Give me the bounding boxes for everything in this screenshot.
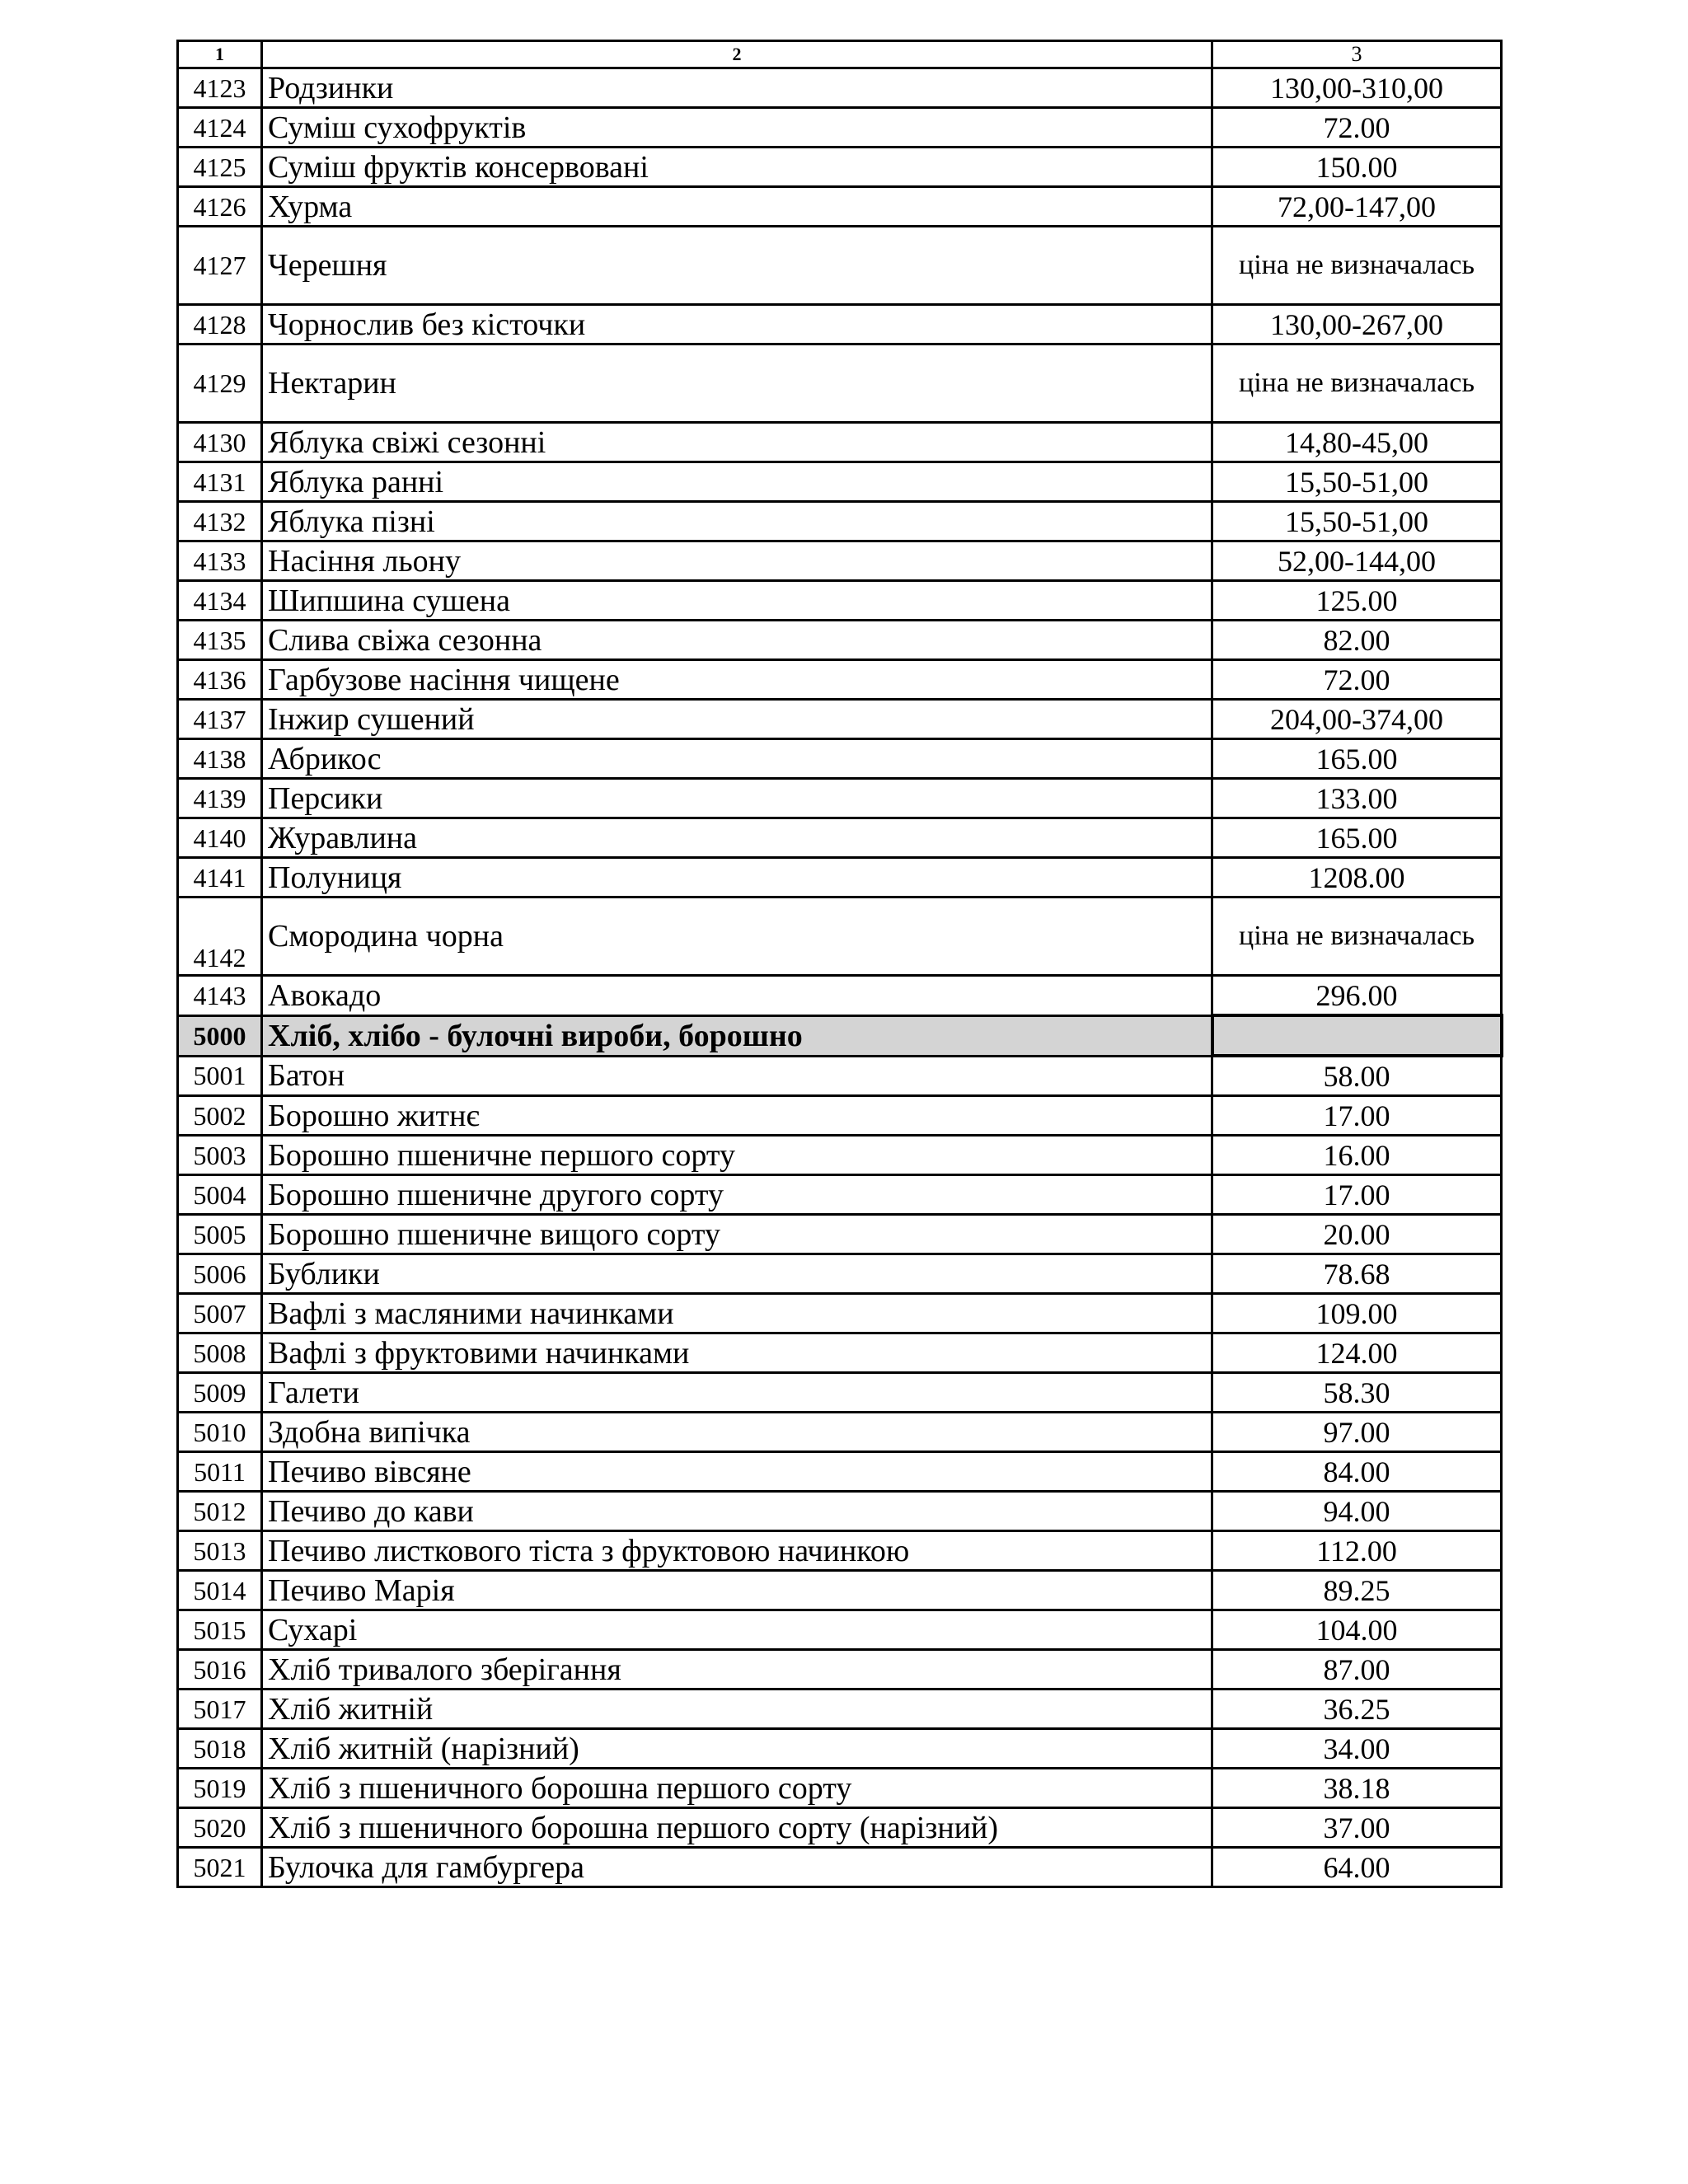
row-price: 97.00 xyxy=(1212,1413,1502,1452)
table-row xyxy=(178,1452,1502,1492)
row-price: 34.00 xyxy=(1212,1729,1502,1769)
section-header-row xyxy=(178,1015,1502,1056)
table-row xyxy=(178,1531,1502,1571)
table-row xyxy=(178,1373,1502,1413)
row-price: 58.30 xyxy=(1212,1373,1502,1413)
row-price: 38.18 xyxy=(1212,1769,1502,1808)
table-row xyxy=(178,1690,1502,1729)
row-code: 5017 xyxy=(178,1690,262,1729)
table-row xyxy=(178,818,1502,858)
table-row xyxy=(178,581,1502,621)
table-row xyxy=(178,1096,1502,1136)
row-code: 5020 xyxy=(178,1808,262,1848)
row-code: 5006 xyxy=(178,1254,262,1294)
row-code: 4136 xyxy=(178,660,262,700)
row-price: 109.00 xyxy=(1212,1294,1502,1333)
row-name: Борошно пшеничне першого сорту xyxy=(262,1136,1212,1175)
row-name: Насіння льону xyxy=(262,541,1212,581)
row-code: 4139 xyxy=(178,779,262,818)
row-name: Шипшина сушена xyxy=(262,581,1212,621)
row-price: 36.25 xyxy=(1212,1690,1502,1729)
row-code: 4138 xyxy=(178,739,262,779)
table-row xyxy=(178,1769,1502,1808)
row-code: 5005 xyxy=(178,1215,262,1254)
table-row xyxy=(178,700,1502,739)
row-name: Слива свіжа сезонна xyxy=(262,621,1212,660)
row-code: 4127 xyxy=(178,227,262,305)
row-price: 17.00 xyxy=(1212,1175,1502,1215)
row-name: Батон xyxy=(262,1056,1212,1096)
row-name: Чорнослив без кісточки xyxy=(262,305,1212,344)
table-row xyxy=(178,227,1502,305)
row-name: Хліб житній (нарізний) xyxy=(262,1729,1212,1769)
row-code: 4125 xyxy=(178,148,262,187)
row-code: 5021 xyxy=(178,1848,262,1887)
row-code: 5013 xyxy=(178,1531,262,1571)
row-price: 165.00 xyxy=(1212,739,1502,779)
row-name: Печиво Марія xyxy=(262,1571,1212,1610)
table-row xyxy=(178,976,1502,1016)
table-row xyxy=(178,305,1502,344)
row-price: 89.25 xyxy=(1212,1571,1502,1610)
section-price xyxy=(1212,1015,1502,1056)
table-row xyxy=(178,462,1502,502)
table-row xyxy=(178,1215,1502,1254)
row-price: 72,00-147,00 xyxy=(1212,187,1502,227)
row-code: 4132 xyxy=(178,502,262,541)
row-price: 130,00-267,00 xyxy=(1212,305,1502,344)
row-code: 5015 xyxy=(178,1610,262,1650)
table-row xyxy=(178,1294,1502,1333)
row-price: 15,50-51,00 xyxy=(1212,502,1502,541)
row-price: 94.00 xyxy=(1212,1492,1502,1531)
table-row xyxy=(178,1056,1502,1096)
row-code: 5001 xyxy=(178,1056,262,1096)
row-name: Хліб з пшеничного борошна першого сорту xyxy=(262,1769,1212,1808)
row-name: Хліб тривалого зберігання xyxy=(262,1650,1212,1690)
table-row xyxy=(178,108,1502,148)
header-col-2: 2 xyxy=(262,41,1212,68)
table-row xyxy=(178,423,1502,462)
table-row xyxy=(178,1848,1502,1887)
row-code: 5004 xyxy=(178,1175,262,1215)
row-name: Хурма xyxy=(262,187,1212,227)
row-name: Вафлі з фруктовими начинками xyxy=(262,1333,1212,1373)
row-name: Борошно пшеничне вищого сорту xyxy=(262,1215,1212,1254)
row-name: Галети xyxy=(262,1373,1212,1413)
row-name: Авокадо xyxy=(262,976,1212,1016)
row-code: 4128 xyxy=(178,305,262,344)
row-price: 58.00 xyxy=(1212,1056,1502,1096)
table-row xyxy=(178,1413,1502,1452)
table-row xyxy=(178,1571,1502,1610)
table-row xyxy=(178,739,1502,779)
row-price: 112.00 xyxy=(1212,1531,1502,1571)
table-row xyxy=(178,621,1502,660)
row-price: 165.00 xyxy=(1212,818,1502,858)
row-name: Журавлина xyxy=(262,818,1212,858)
row-price: 15,50-51,00 xyxy=(1212,462,1502,502)
row-name: Вафлі з масляними начинками xyxy=(262,1294,1212,1333)
row-price: 84.00 xyxy=(1212,1452,1502,1492)
row-price: 150.00 xyxy=(1212,148,1502,187)
row-price: 82.00 xyxy=(1212,621,1502,660)
row-code: 5010 xyxy=(178,1413,262,1452)
row-price: 78.68 xyxy=(1212,1254,1502,1294)
row-code: 5007 xyxy=(178,1294,262,1333)
row-name: Смородина чорна xyxy=(262,898,1212,976)
section-code: 5000 xyxy=(178,1015,262,1056)
row-code: 4123 xyxy=(178,68,262,108)
row-price: ціна не визначалась xyxy=(1212,227,1502,305)
row-price: 87.00 xyxy=(1212,1650,1502,1690)
row-price: 52,00-144,00 xyxy=(1212,541,1502,581)
table-row xyxy=(178,1175,1502,1215)
row-price: 14,80-45,00 xyxy=(1212,423,1502,462)
row-name: Бублики xyxy=(262,1254,1212,1294)
row-code: 4142 xyxy=(178,898,262,976)
row-code: 4137 xyxy=(178,700,262,739)
row-code: 4143 xyxy=(178,976,262,1016)
row-code: 4129 xyxy=(178,344,262,423)
table-row xyxy=(178,660,1502,700)
row-code: 4134 xyxy=(178,581,262,621)
row-name: Печиво листкового тіста з фруктовою начинкою xyxy=(262,1531,1212,1571)
row-code: 5011 xyxy=(178,1452,262,1492)
row-name: Булочка для гамбургера xyxy=(262,1848,1212,1887)
document-page xyxy=(176,40,1503,1888)
table-row xyxy=(178,779,1502,818)
table-row xyxy=(178,1254,1502,1294)
price-table xyxy=(176,40,1503,1888)
row-name: Суміш фруктів консервовані xyxy=(262,148,1212,187)
row-name: Печиво вівсяне xyxy=(262,1452,1212,1492)
row-price: 16.00 xyxy=(1212,1136,1502,1175)
row-code: 4141 xyxy=(178,858,262,898)
row-code: 5008 xyxy=(178,1333,262,1373)
row-code: 5002 xyxy=(178,1096,262,1136)
row-price: 104.00 xyxy=(1212,1610,1502,1650)
row-name: Печиво до кави xyxy=(262,1492,1212,1531)
row-name: Абрикос xyxy=(262,739,1212,779)
row-name: Хліб житній xyxy=(262,1690,1212,1729)
table-row xyxy=(178,1729,1502,1769)
table-row xyxy=(178,502,1502,541)
row-price: 296.00 xyxy=(1212,976,1502,1016)
row-name: Черешня xyxy=(262,227,1212,305)
table-row xyxy=(178,541,1502,581)
row-code: 5018 xyxy=(178,1729,262,1769)
row-name: Яблука пізні xyxy=(262,502,1212,541)
table-row xyxy=(178,858,1502,898)
row-price: ціна не визначалась xyxy=(1212,344,1502,423)
row-code: 5003 xyxy=(178,1136,262,1175)
row-name: Гарбузове насіння чищене xyxy=(262,660,1212,700)
row-name: Персики xyxy=(262,779,1212,818)
row-price: 72.00 xyxy=(1212,108,1502,148)
row-code: 4140 xyxy=(178,818,262,858)
row-code: 4135 xyxy=(178,621,262,660)
row-price: 130,00-310,00 xyxy=(1212,68,1502,108)
row-name: Хліб з пшеничного борошна першого сорту (нарізний) xyxy=(262,1808,1212,1848)
header-col-1: 1 xyxy=(178,41,262,68)
row-price: 204,00-374,00 xyxy=(1212,700,1502,739)
table-row xyxy=(178,148,1502,187)
table-row xyxy=(178,1333,1502,1373)
row-price: 1208.00 xyxy=(1212,858,1502,898)
table-row xyxy=(178,1492,1502,1531)
row-name: Яблука ранні xyxy=(262,462,1212,502)
header-col-3: 3 xyxy=(1212,41,1502,68)
row-code: 4133 xyxy=(178,541,262,581)
row-code: 5019 xyxy=(178,1769,262,1808)
row-name: Родзинки xyxy=(262,68,1212,108)
row-price: 37.00 xyxy=(1212,1808,1502,1848)
row-code: 4130 xyxy=(178,423,262,462)
row-code: 4131 xyxy=(178,462,262,502)
row-name: Яблука свіжі сезонні xyxy=(262,423,1212,462)
row-price: 125.00 xyxy=(1212,581,1502,621)
row-name: Нектарин xyxy=(262,344,1212,423)
row-code: 4126 xyxy=(178,187,262,227)
table-row xyxy=(178,1808,1502,1848)
row-code: 5014 xyxy=(178,1571,262,1610)
row-name: Сухарі xyxy=(262,1610,1212,1650)
section-title: Хліб, хлібо - булочні вироби, борошно xyxy=(262,1015,1212,1056)
row-name: Борошно пшеничне другого сорту xyxy=(262,1175,1212,1215)
row-code: 5009 xyxy=(178,1373,262,1413)
row-price: 124.00 xyxy=(1212,1333,1502,1373)
row-name: Суміш сухофруктів xyxy=(262,108,1212,148)
row-name: Здобна випічка xyxy=(262,1413,1212,1452)
row-code: 4124 xyxy=(178,108,262,148)
table-row xyxy=(178,898,1502,976)
table-row xyxy=(178,187,1502,227)
table-row xyxy=(178,1136,1502,1175)
row-code: 5012 xyxy=(178,1492,262,1531)
row-name: Борошно житнє xyxy=(262,1096,1212,1136)
table-header-row xyxy=(178,41,1502,68)
row-code: 5016 xyxy=(178,1650,262,1690)
table-row xyxy=(178,68,1502,108)
row-price: ціна не визначалась xyxy=(1212,898,1502,976)
row-price: 17.00 xyxy=(1212,1096,1502,1136)
row-price: 20.00 xyxy=(1212,1215,1502,1254)
table-row xyxy=(178,1650,1502,1690)
table-row xyxy=(178,344,1502,423)
row-price: 64.00 xyxy=(1212,1848,1502,1887)
row-price: 133.00 xyxy=(1212,779,1502,818)
row-name: Полуниця xyxy=(262,858,1212,898)
row-price: 72.00 xyxy=(1212,660,1502,700)
table-row xyxy=(178,1610,1502,1650)
row-name: Інжир сушений xyxy=(262,700,1212,739)
